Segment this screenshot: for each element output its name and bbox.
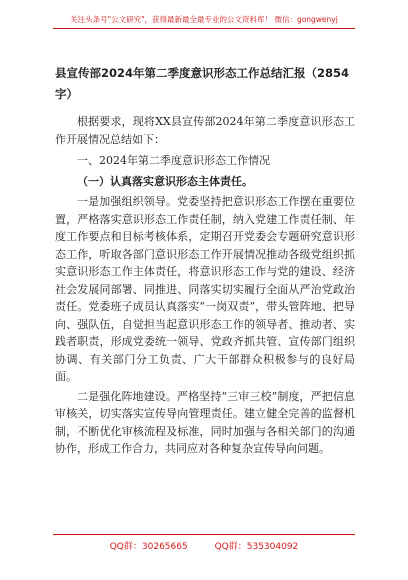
intro-paragraph: 根据要求，现将XX县宣传部2024年第二季度意识形态工作开展情况总结如下： — [55, 115, 355, 146]
header-divider — [53, 28, 355, 29]
footer-qq-group-1: QQ群：30265665 — [109, 542, 188, 552]
section-heading: 一、2024年第二季度意识形态工作情况 — [77, 154, 270, 167]
footer-qq-group-2: QQ群：535304092 — [214, 542, 299, 552]
body-paragraph: 二是强化阵地建设。严格坚持“三审三校”制度，严把信息审核关，切实落实宣传导向管理责任。建立健全完善的监督机制，不断优化审核流程及标准，同时加强与各相关部门的沟通协作，形成工作合力，共同应对各种复杂宣传导向问题。 — [55, 389, 355, 455]
header-banner: 关注头条号"公文研究"，获得最新最全最专业的公文资料库！ 微信：gongwenyj — [70, 15, 338, 24]
document-body — [55, 113, 355, 460]
document-title: 县宣传部2024年第二季度意识形态工作总结汇报（2854字） — [55, 66, 350, 101]
subsection-heading: （一）认真落实意识形态主体责任。 — [77, 174, 253, 188]
footer — [0, 539, 408, 552]
body-paragraph: 一是加强组织领导。党委坚持把意识形态工作摆在重要位置，严格落实意识形态工作责任制，纳入党建工作责任制、年度工作要点和目标考核体系，定期召开党委会专题研究意识形态工作，听取各部门意识形态工作开展情况推动各级党组织抓实意识形态工作主体责任，将意识形态工作与党的建设、经济社会发展同部署、同推进、同落实切实履行全面从严治党政治责任。党委班子成员认真落实“一岗双责”，带头管阵地、把导向、强队伍，自觉担当起意识形态工作的领导者、推动者、实践者职责，形成党委统一领导、党政齐抓共管、宣传部门组织协调、有关部门分工负责、广大干部群众积极参与的良好局面。 — [55, 195, 355, 383]
footer-divider — [53, 534, 355, 535]
